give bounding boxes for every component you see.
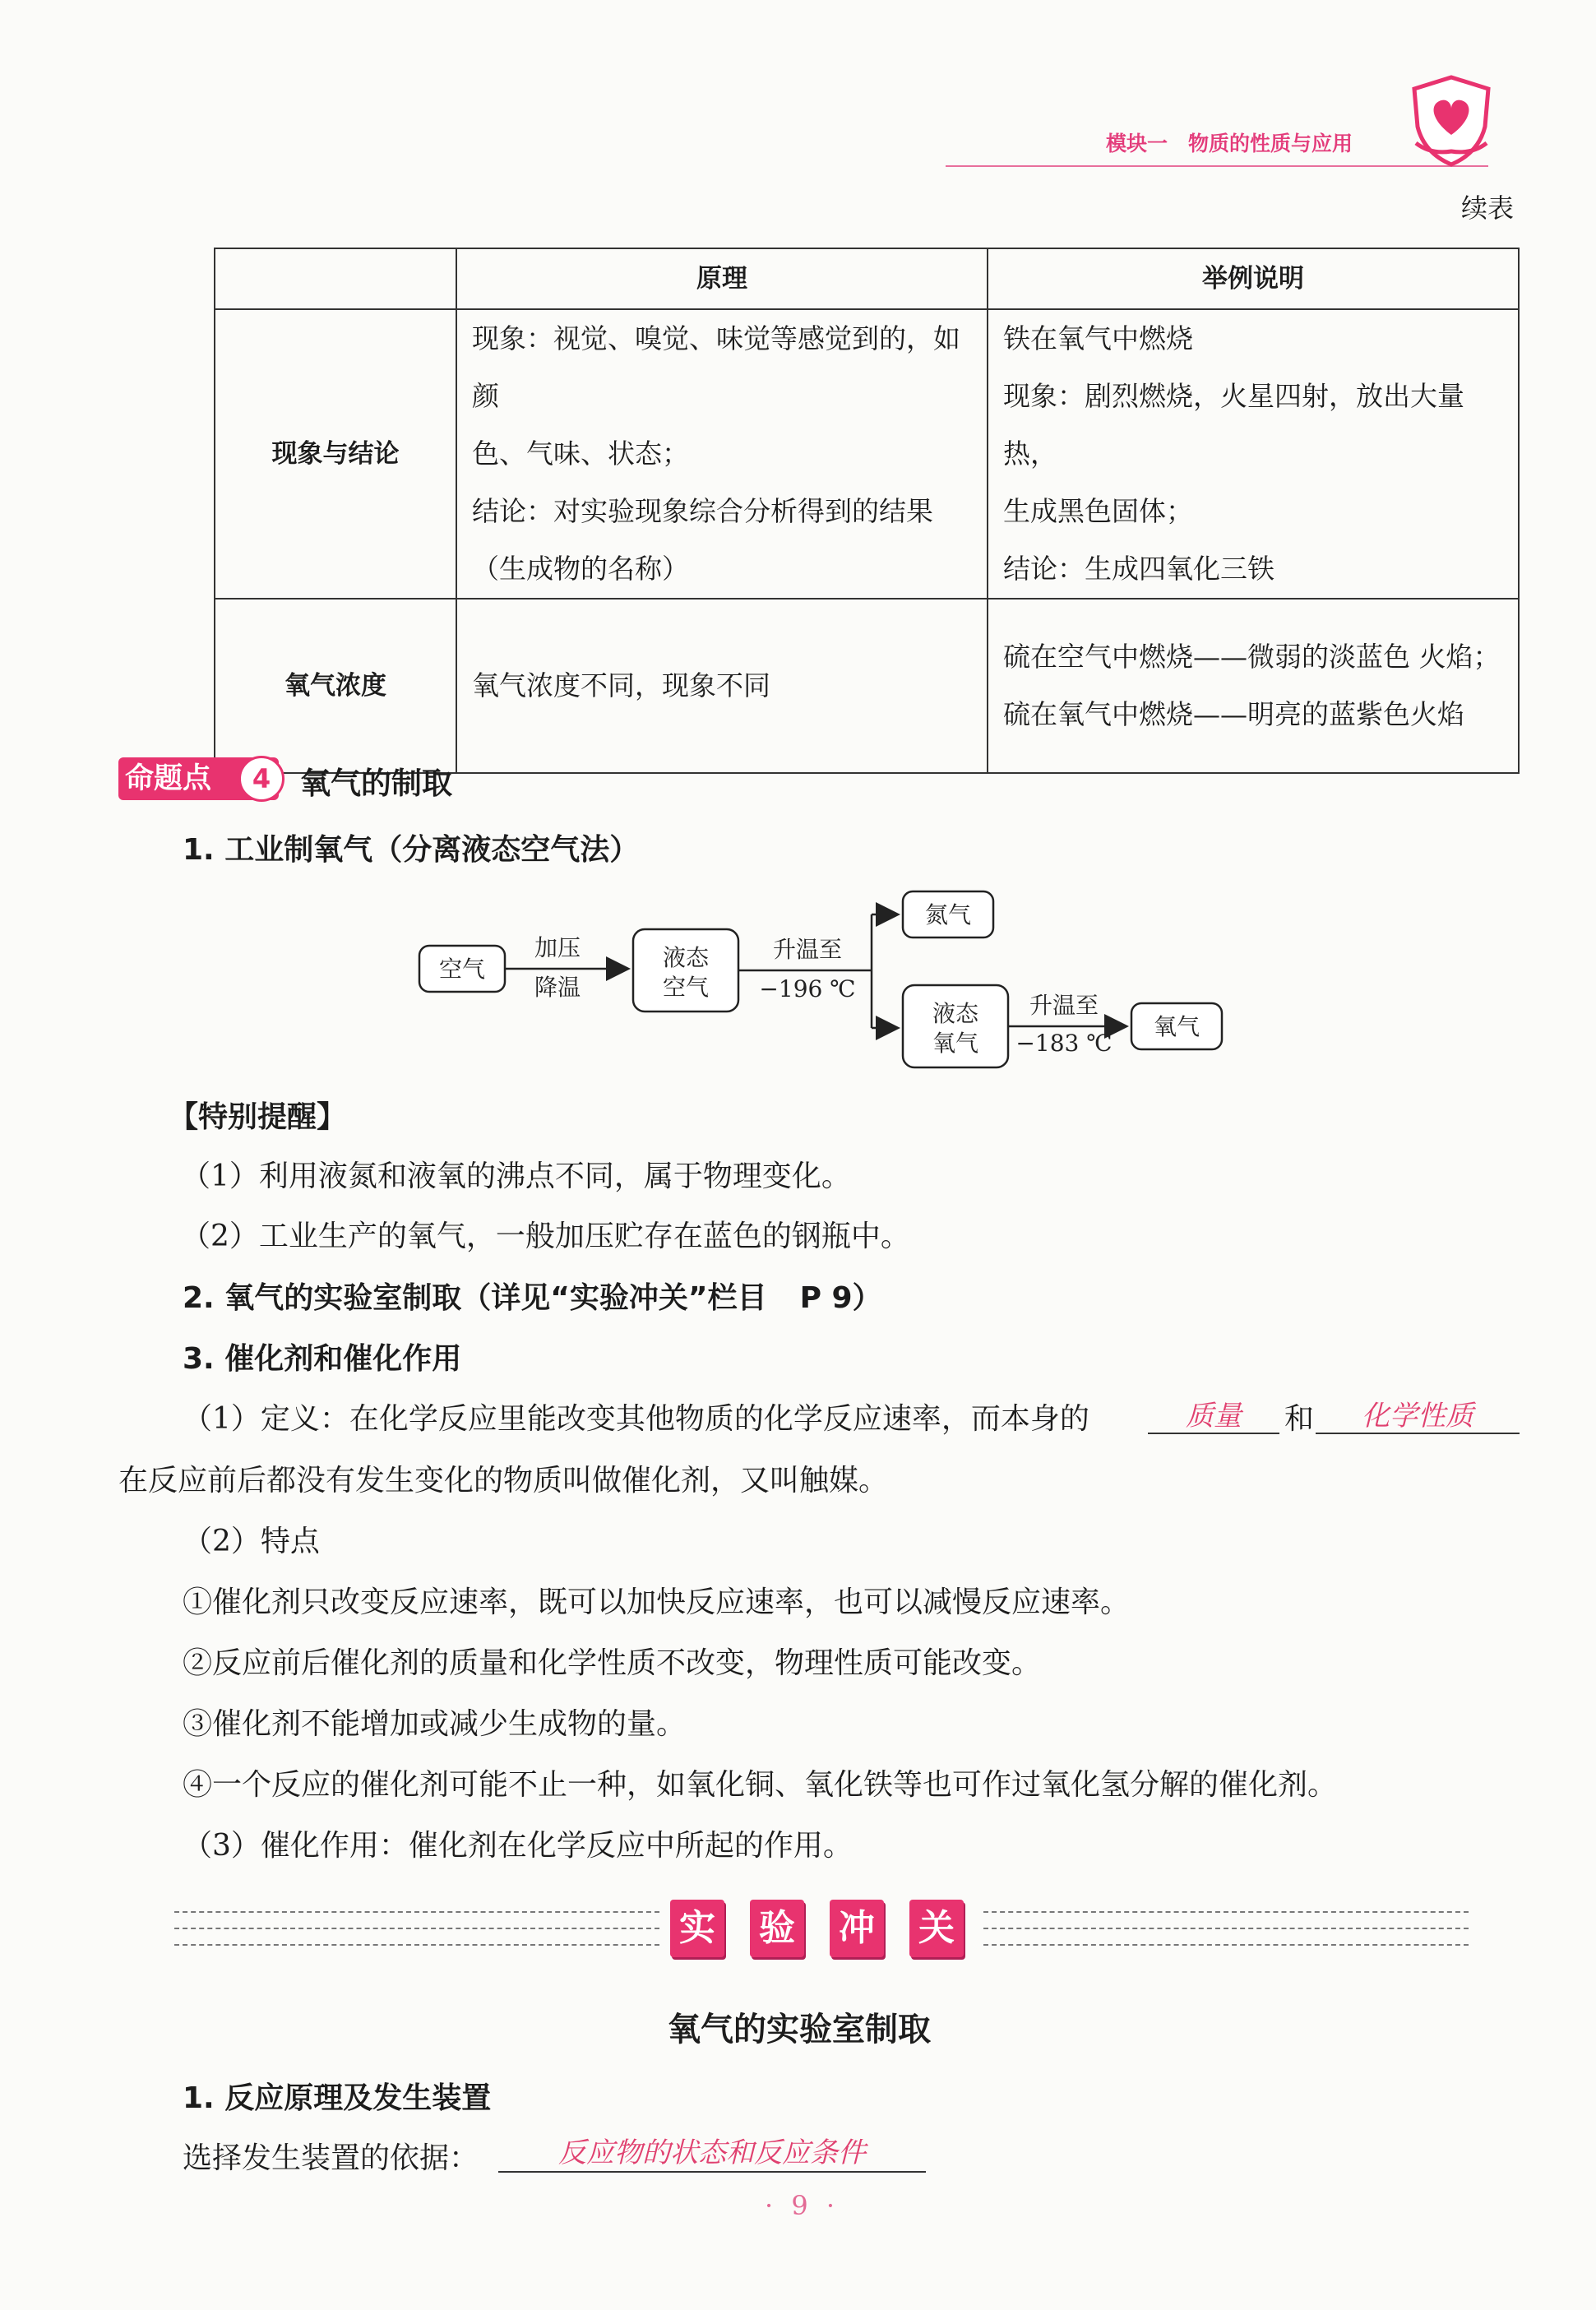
reminder-title: 【特别提醒】 [169,1100,347,1134]
table-row [215,599,1519,773]
banner-char: 实 [670,1900,724,1957]
continued-label: 续表 [1461,192,1515,224]
section-tag: 命题点 [118,757,279,800]
liquid-oxygen-line2: 氧气 [932,1030,979,1057]
shield-logo-icon [1406,72,1497,169]
catalyst-definition-start: （1）定义：在化学反应里能改变其他物质的化学反应速率，而本身的 [183,1402,1089,1436]
step1-top: 加压 [534,934,581,961]
basis-label: 选择发生装置的依据： [183,2141,479,2175]
cell-line: 现象：视觉、嗅觉、味觉等感觉到的，如颜 [472,322,960,412]
cell-line: 结论：生成四氧化三铁 [1003,553,1274,585]
principle-cell [456,599,988,773]
banner-char: 冲 [830,1900,884,1957]
section-number: 4 [238,756,285,802]
row-label: 现象与结论 [215,309,456,599]
example-cell [988,309,1519,599]
experiment-title: 氧气的实验室制取 [668,2011,931,2048]
table-row [215,309,1519,599]
table-header-row [215,248,1519,309]
cell-line: 铁在氧气中燃烧 [1003,322,1193,354]
section-title: 氧气的制取 [300,766,452,801]
industrial-heading: 1. 工业制氧气（分离液态空气法） [183,833,640,867]
banner-rule [174,1928,659,1929]
banner-rule [174,1944,659,1946]
answer-blank-basis[interactable]: 反应物的状态和反应条件 [498,2130,926,2173]
oxygen-label: 氧气 [1153,1013,1200,1040]
step2-bottom: −196 ℃ [759,975,856,1002]
example-cell [988,599,1519,773]
nitrogen-label: 氮气 [924,901,972,928]
cell-line: 硫在空气中燃烧——微弱的淡蓝色 火焰； [1003,641,1501,673]
cell-line: 氧气浓度不同，现象不同 [472,669,770,701]
banner-rule [983,1911,1469,1913]
principle-cell [456,309,988,599]
liquid-oxygen-line1: 液态 [932,1000,979,1027]
step2-top: 升温至 [772,936,843,963]
table-header-empty [215,248,456,309]
reminder-item: （2）工业生产的氧气，一般加压贮存在蓝色的钢瓶中。 [181,1220,910,1253]
banner-rule [983,1944,1469,1946]
lab-prep-heading [183,1275,882,1317]
lab-prep-page-ref: P 9） [799,1281,882,1315]
row-label: 氧气浓度 [215,599,456,773]
reminder-item: （1）利用液氮和液氧的沸点不同，属于物理变化。 [181,1160,851,1193]
feature-item: ①催化剂只改变反应速率，既可以加快反应速率，也可以减慢反应速率。 [183,1586,1131,1619]
table-header-principle: 原理 [456,248,988,309]
answer-blank-2[interactable]: 化学性质 [1316,1393,1520,1434]
step3-top: 升温至 [1029,992,1099,1019]
feature-item: ②反应前后催化剂的质量和化学性质不改变，物理性质可能改变。 [183,1646,1042,1680]
step3-bottom: −183 ℃ [1015,1030,1113,1057]
air-label: 空气 [438,956,486,983]
properties-table [214,248,1520,774]
liquid-air-line1: 液态 [662,944,710,971]
cell-line: 结论：对实验现象综合分析得到的结果 [472,495,933,527]
banner-char: 验 [750,1900,804,1957]
liquid-air-line2: 空气 [662,974,710,1001]
step1-bottom: 降温 [534,974,581,1001]
banner-char: 关 [909,1900,964,1957]
lab-prep-heading-text: 2. 氧气的实验室制取（详见“实验冲关”栏目 [183,1281,767,1315]
page-number: · 9 · [765,2190,840,2221]
cell-line: 硫在氧气中燃烧——明亮的蓝紫色火焰 [1003,698,1464,730]
features-title: （2）特点 [183,1525,320,1558]
banner-rule [983,1928,1469,1929]
catalyst-and: 和 [1284,1402,1315,1436]
module-header: 模块一 物质的性质与应用 [1106,132,1353,155]
feature-item: ③催化剂不能增加或减少生成物的量。 [183,1707,687,1741]
table-header-example: 举例说明 [988,248,1519,309]
answer-blank-1[interactable]: 质量 [1148,1393,1279,1434]
catalyst-heading: 3. 催化剂和催化作用 [183,1342,462,1376]
cell-line: 生成黑色固体； [1003,495,1193,527]
oxygen-separation-diagram [411,872,1233,1069]
cell-line: 现象：剧烈燃烧，火星四射，放出大量热， [1003,380,1464,470]
catalytic-action: （3）催化作用：催化剂在化学反应中所起的作用。 [183,1829,853,1863]
banner-rule [174,1911,659,1913]
experiment-heading: 1. 反应原理及发生装置 [183,2081,492,2115]
cell-line: 色、气味、状态； [472,437,689,470]
catalyst-definition-end: 在反应前后都没有发生变化的物质叫做催化剂，又叫触媒。 [118,1464,889,1498]
cell-line: （生成物的名称） [472,553,689,585]
feature-item: ④一个反应的催化剂可能不止一种，如氧化铜、氧化铁等也可作过氧化氢分解的催化剂。 [183,1768,1338,1802]
